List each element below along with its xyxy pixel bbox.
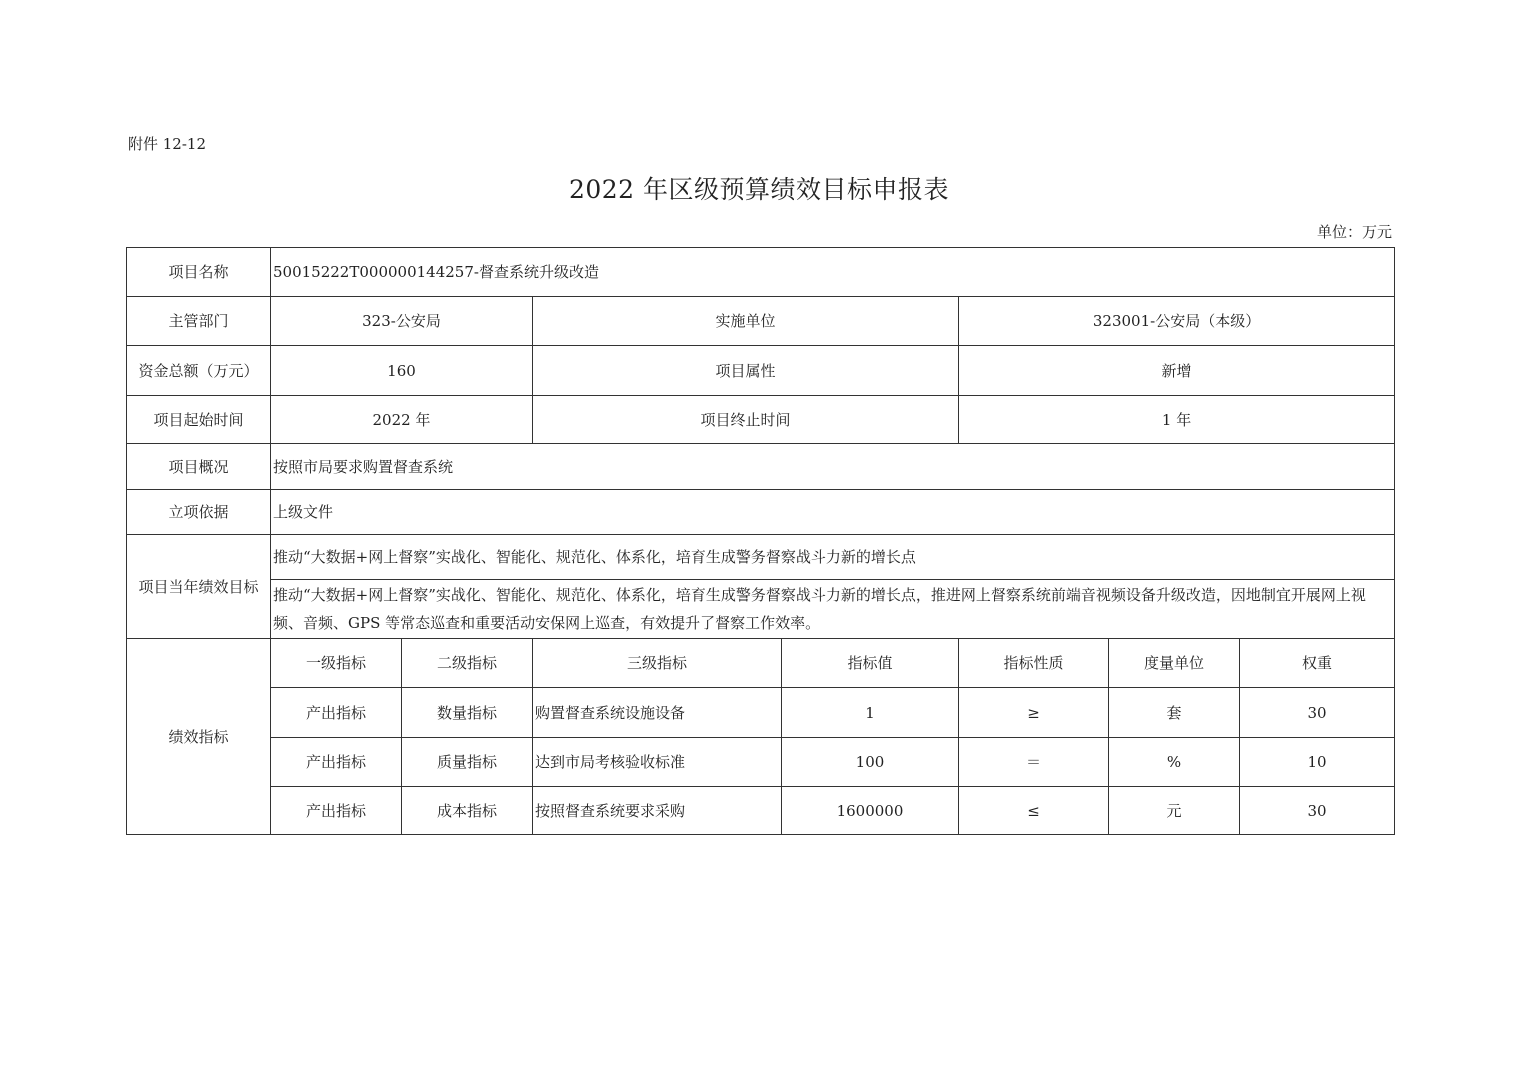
cell-label: 绩效指标 xyxy=(127,639,271,835)
cell-value: 323-公安局 xyxy=(271,297,533,346)
cell-label: 主管部门 xyxy=(127,297,271,346)
table-cell: 1600000 xyxy=(782,787,959,835)
indicator-row xyxy=(127,787,1395,835)
cell-value: 160 xyxy=(271,346,533,396)
table-cell: ≥ xyxy=(959,688,1109,738)
table-cell: 产出指标 xyxy=(271,787,402,835)
cell-label: 项目终止时间 xyxy=(533,396,959,444)
goal-row-1 xyxy=(127,535,1395,580)
cell-label: 项目概况 xyxy=(127,444,271,490)
table-cell: % xyxy=(1109,738,1240,787)
indicator-header-row xyxy=(127,639,1395,688)
cell-value: 推动“大数据+网上督察”实战化、智能化、规范化、体系化，培育生成警务督察战斗力新的增长点，推进网上督察系统前端音视频设备升级改造，因地制宜开展网上视频、音频、GPS 等常态巡查和重要活动安保网上巡查，有效提升了督察工作效率。 xyxy=(271,580,1395,639)
cell-value: 上级文件 xyxy=(271,490,1395,535)
cell-label: 项目起始时间 xyxy=(127,396,271,444)
header-cell: 指标性质 xyxy=(959,639,1109,688)
table-cell: 成本指标 xyxy=(402,787,533,835)
cell-value: 新增 xyxy=(959,346,1395,396)
cell-value: 323001-公安局（本级） xyxy=(959,297,1395,346)
basis-row xyxy=(127,490,1395,535)
cell-value: 按照市局要求购置督查系统 xyxy=(271,444,1395,490)
header-cell: 指标值 xyxy=(782,639,959,688)
cell-label: 项目当年绩效目标 xyxy=(127,535,271,639)
table-cell: 100 xyxy=(782,738,959,787)
table-cell: 数量指标 xyxy=(402,688,533,738)
cell-value: 推动“大数据+网上督察”实战化、智能化、规范化、体系化，培育生成警务督察战斗力新的增长点 xyxy=(271,535,1395,580)
header-cell: 度量单位 xyxy=(1109,639,1240,688)
indicator-row xyxy=(127,688,1395,738)
table-cell: ＝ xyxy=(959,738,1109,787)
header-cell: 权重 xyxy=(1240,639,1395,688)
page-title: 2022 年区级预算绩效目标申报表 xyxy=(568,175,950,204)
attachment-number: 附件 12-12 xyxy=(128,135,207,153)
cell-label: 项目名称 xyxy=(127,248,271,297)
table-cell: 购置督查系统设施设备 xyxy=(533,688,782,738)
table-cell: 10 xyxy=(1240,738,1395,787)
time-row xyxy=(127,396,1395,444)
cell-value: 1 年 xyxy=(959,396,1395,444)
overview-row xyxy=(127,444,1395,490)
cell-value: 2022 年 xyxy=(271,396,533,444)
cell-value: 50015222T000000144257-督查系统升级改造 xyxy=(271,248,1395,297)
table-cell: 1 xyxy=(782,688,959,738)
table-cell: 套 xyxy=(1109,688,1240,738)
unit-label: 单位：万元 xyxy=(1316,223,1392,241)
table-cell: 达到市局考核验收标准 xyxy=(533,738,782,787)
indicator-row xyxy=(127,738,1395,787)
table-cell: 30 xyxy=(1240,688,1395,738)
table-cell: 产出指标 xyxy=(271,688,402,738)
header-cell: 三级指标 xyxy=(533,639,782,688)
table-cell: 产出指标 xyxy=(271,738,402,787)
cell-label: 项目属性 xyxy=(533,346,959,396)
budget-performance-table xyxy=(126,247,1395,835)
goal-row-2 xyxy=(127,580,1395,639)
table-cell: 按照督查系统要求采购 xyxy=(533,787,782,835)
dept-row xyxy=(127,297,1395,346)
table-cell: 质量指标 xyxy=(402,738,533,787)
project-name-row xyxy=(127,248,1395,297)
header-cell: 二级指标 xyxy=(402,639,533,688)
cell-label: 资金总额（万元） xyxy=(127,346,271,396)
cell-label: 立项依据 xyxy=(127,490,271,535)
table-cell: 元 xyxy=(1109,787,1240,835)
table-cell: ≤ xyxy=(959,787,1109,835)
cell-label: 实施单位 xyxy=(533,297,959,346)
header-cell: 一级指标 xyxy=(271,639,402,688)
table-cell: 30 xyxy=(1240,787,1395,835)
fund-row xyxy=(127,346,1395,396)
